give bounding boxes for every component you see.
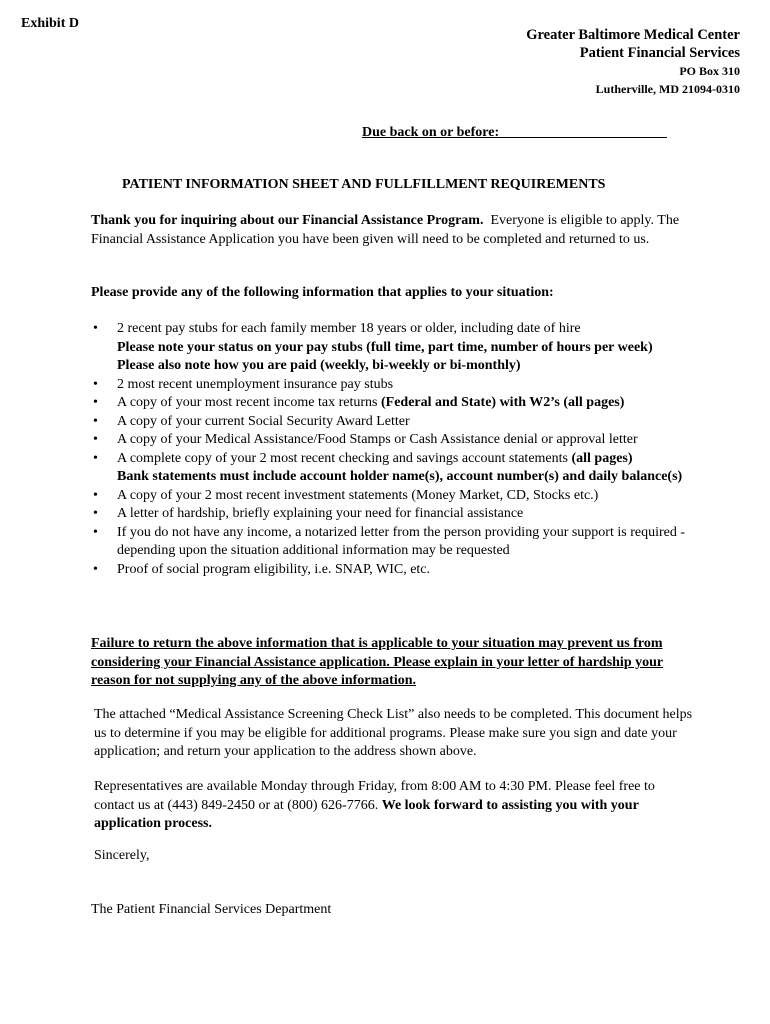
list-item-note: Please note your status on your pay stubs (full time, part time, number of hours per week) [117,339,653,355]
list-item [91,394,711,413]
list-item-note: Bank statements must include account holder name(s), account number(s) and daily balance(s) [117,469,683,484]
list-item [91,561,711,580]
city-state-zip: Lutherville, MD 21094-0310 [595,82,740,96]
list-item-text: A copy of your Medical Assistance/Food Stamps or Cash Assistance denial or approval letter [117,432,638,447]
list-item [91,487,711,506]
list-item-bold-text: (Federal and State) with W2’s (all pages) [380,395,625,410]
representatives-paragraph [94,778,694,834]
list-item [91,376,711,395]
due-date-blank[interactable] [499,123,667,138]
list-item-note: Please also note how you are paid (weekly, bi-weekly or bi-monthly) [117,358,521,373]
intro-bold-text: Thank you for inquiring about our Financial Assistance Program. [91,213,484,228]
provide-heading: Please provide any of the following information that applies to your situation: [91,285,554,300]
po-box: PO Box 310 [679,64,740,78]
exhibit-label: Exhibit D [21,16,79,31]
list-item-bold-text: (all pages) [571,450,633,466]
list-item-text: A copy of your most recent income tax returns [117,395,381,410]
representatives-text: Representatives are available Monday through Friday, from 8:00 AM to 4:30 PM. Please feel free to contact us at (443) 849-2450 or at (800) 626-7766. [94,779,655,813]
intro-text: Everyone is eligible to apply. The Financial Assistance Application you have been given will need to be completed and returned to us. [91,213,680,247]
list-item [91,450,711,487]
list-item-text: Proof of social program eligibility, i.e. SNAP, WIC, etc. [117,561,431,577]
list-item-text: A copy of your 2 most recent investment statements (Money Market, CD, Stocks etc.) [117,487,599,503]
due-date-line [362,123,667,141]
list-item-text: 2 most recent unemployment insurance pay stubs [117,376,394,392]
list-item-text: A complete copy of your 2 most recent checking and savings account statements [117,450,572,466]
org-department: Patient Financial Services [579,45,740,61]
list-item-text: 2 recent pay stubs for each family member 18 years or older, including date of hire [117,321,581,336]
attached-checklist-paragraph: The attached “Medical Assistance Screening Check List” also needs to be completed. This document helps us to determine if you may be eligible for additional programs. Please make sure you sign and date your application; and return your application to the address shown above. [94,707,693,759]
representatives-bold-text: We look forward to assisting you with your application process. [94,797,639,831]
failure-warning: Failure to return the above information that is applicable to your situation may prevent us from considering your Financial Assistance application. Please explain in your letter of hardship your reason for not supplying any of the above information. [91,636,664,688]
list-item [91,505,711,524]
closing: Sincerely, [94,848,150,863]
list-item-text: If you do not have any income, a notarized letter from the person providing your support is required - depending upon the situation additional information may be requested [117,524,686,558]
list-item [91,524,711,561]
list-item-text: A letter of hardship, briefly explaining your need for financial assistance [117,506,524,521]
signature-department: The Patient Financial Services Department [91,902,332,917]
due-date-label: Due back on or before: [362,125,500,140]
organization-address-block [526,26,740,98]
list-item [91,413,711,432]
intro-paragraph [91,212,691,249]
list-item-text: A copy of your current Social Security Award Letter [117,413,410,429]
org-name: Greater Baltimore Medical Center [526,27,740,43]
list-item [91,431,711,450]
list-item [91,320,711,376]
requirements-list [91,320,711,579]
document-title: PATIENT INFORMATION SHEET AND FULLFILLMENT REQUIREMENTS [122,177,606,192]
